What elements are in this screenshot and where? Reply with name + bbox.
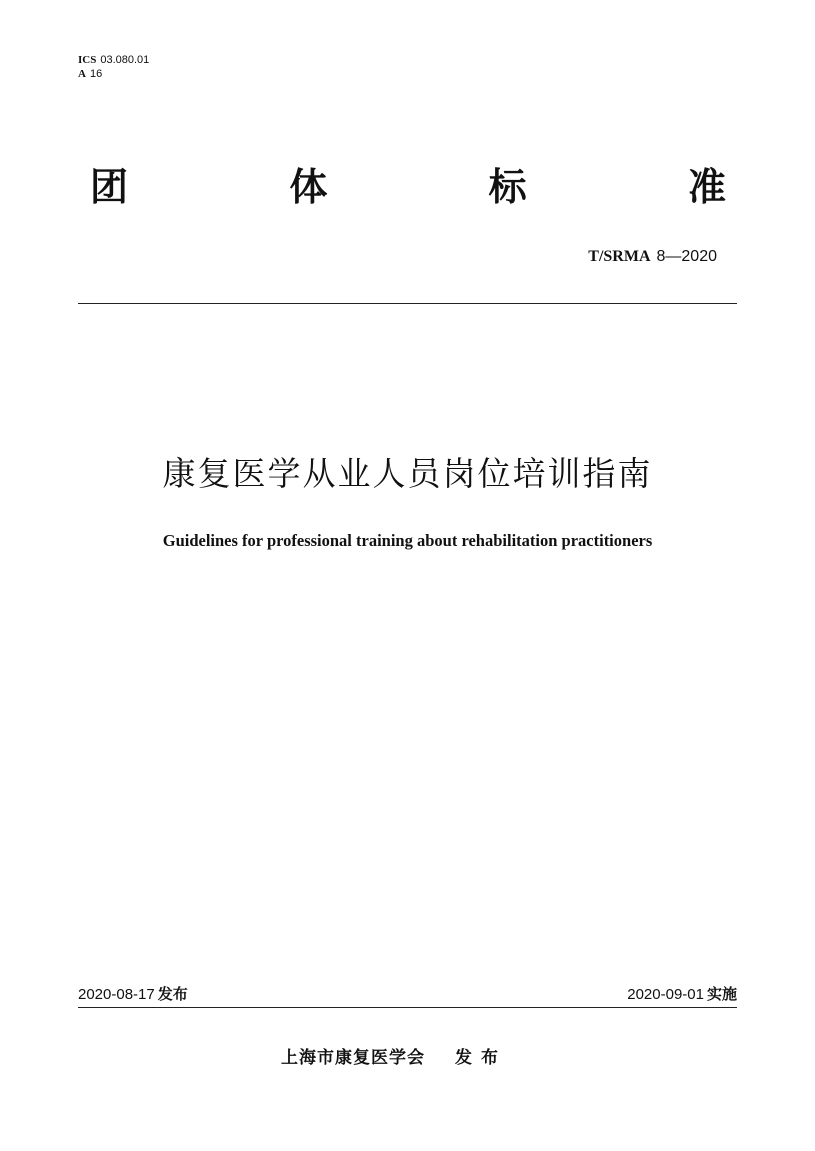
category-char-3: 标 [488, 165, 527, 209]
effective-date-block [627, 984, 737, 1005]
ccs-line [78, 67, 149, 81]
release-date-block [78, 984, 188, 1005]
document-title-chinese: 康复医学从业人员岗位培训指南 [162, 454, 653, 493]
category-char-4: 准 [687, 165, 726, 209]
publisher-name: 上海市康复医学会 [281, 1048, 425, 1068]
ics-line [78, 53, 149, 67]
category-char-2: 体 [289, 165, 328, 209]
publisher-line [281, 1046, 507, 1070]
header-divider [78, 303, 737, 304]
publisher-action: 发布 [455, 1048, 507, 1068]
release-label: 发布 [157, 985, 188, 1003]
ics-label: ICS [78, 54, 97, 66]
ics-code: 03.080.01 [100, 54, 150, 66]
standard-prefix: T/SRMA [588, 248, 651, 265]
document-title-english: Guidelines for professional training about rehabilitation practitioners [162, 531, 653, 550]
standard-category-heading [90, 163, 726, 211]
category-char-1: 团 [90, 165, 129, 209]
standard-code [588, 246, 717, 267]
classification-codes [78, 53, 149, 81]
ccs-code: 16 [89, 68, 103, 80]
ccs-label: A [78, 68, 86, 80]
standard-number: 8—2020 [656, 248, 717, 265]
effective-date: 2020-09-01 [627, 986, 704, 1003]
release-date: 2020-08-17 [78, 986, 155, 1003]
effective-label: 实施 [706, 985, 737, 1003]
footer-divider [78, 1007, 737, 1008]
